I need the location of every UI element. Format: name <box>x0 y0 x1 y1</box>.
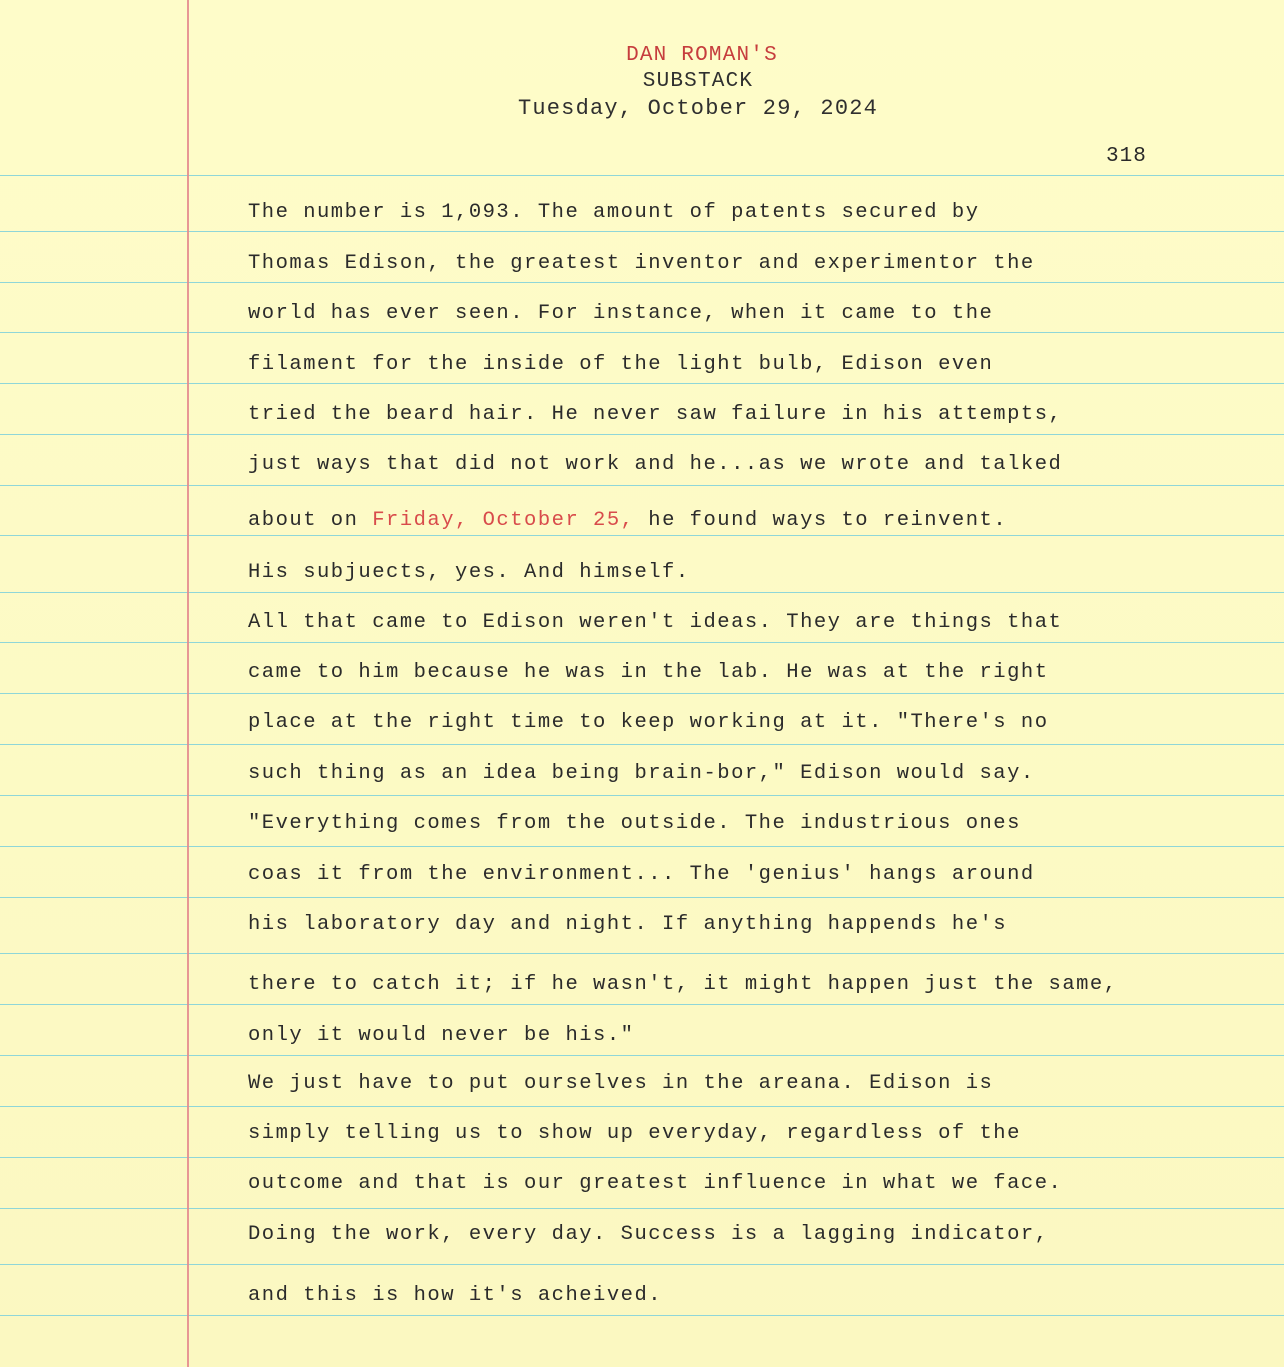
header-brand: DAN ROMAN'S <box>626 44 778 67</box>
rule-line <box>0 1157 1284 1158</box>
header-date: Tuesday, October 29, 2024 <box>517 96 879 121</box>
body-line: place at the right time to keep working at it. "There's no <box>248 711 1049 734</box>
rule-line <box>0 535 1284 536</box>
highlighted-date: Friday, October 25, <box>372 509 635 532</box>
body-line: All that came to Edison weren't ideas. They are things that <box>248 611 1063 634</box>
rule-line <box>0 897 1284 898</box>
header-subtitle: SUBSTACK <box>642 70 754 93</box>
rule-line <box>0 592 1284 593</box>
rule-line <box>0 282 1284 283</box>
rule-line <box>0 1264 1284 1265</box>
body-line-suffix: he found ways to reinvent. <box>634 509 1008 532</box>
body-line: his laboratory day and night. If anything happends he's <box>248 913 1008 936</box>
rule-line <box>0 744 1284 745</box>
rule-line <box>0 693 1284 694</box>
body-line: Doing the work, every day. Success is a lagging indicator, <box>248 1223 1049 1246</box>
rule-line <box>0 434 1284 435</box>
body-line: tried the beard hair. He never saw failure in his attempts, <box>248 403 1063 426</box>
rule-line <box>0 175 1284 176</box>
body-line: "Everything comes from the outside. The industrious ones <box>248 812 1021 835</box>
rule-line <box>0 846 1284 847</box>
rule-line <box>0 642 1284 643</box>
body-line: only it would never be his." <box>248 1024 635 1047</box>
rule-line <box>0 332 1284 333</box>
body-line-prefix: about on <box>248 509 373 532</box>
rule-line <box>0 383 1284 384</box>
rule-line <box>0 953 1284 954</box>
rule-line <box>0 1055 1284 1056</box>
rule-line <box>0 795 1284 796</box>
rule-line <box>0 1004 1284 1005</box>
body-line: coas it from the environment... The 'genius' hangs around <box>248 863 1035 886</box>
body-line: world has ever seen. For instance, when it came to the <box>248 302 994 325</box>
body-line: We just have to put ourselves in the areana. Edison is <box>248 1072 994 1095</box>
body-line: simply telling us to show up everyday, regardless of the <box>248 1122 1021 1145</box>
body-line: filament for the inside of the light bulb, Edison even <box>248 353 994 376</box>
rule-line <box>0 1208 1284 1209</box>
body-line: there to catch it; if he wasn't, it might happen just the same, <box>248 973 1118 996</box>
rule-line <box>0 485 1284 486</box>
body-line: such thing as an idea being brain-bor," Edison would say. <box>248 762 1035 785</box>
body-line: The number is 1,093. The amount of patents secured by <box>248 201 980 224</box>
body-line: His subjuects, yes. And himself. <box>248 561 690 584</box>
body-line: just ways that did not work and he...as we wrote and talked <box>248 453 1063 476</box>
body-line: and this is how it's acheived. <box>248 1284 663 1307</box>
body-line: came to him because he was in the lab. He was at the right <box>248 661 1049 684</box>
body-line: outcome and that is our greatest influence in what we face. <box>248 1172 1063 1195</box>
rule-line <box>0 1315 1284 1316</box>
rule-line <box>0 231 1284 232</box>
body-line-with-date <box>248 509 1228 532</box>
margin-line <box>187 0 189 1367</box>
page-number: 318 <box>1106 145 1147 168</box>
rule-line <box>0 1106 1284 1107</box>
body-line: Thomas Edison, the greatest inventor and experimentor the <box>248 252 1035 275</box>
